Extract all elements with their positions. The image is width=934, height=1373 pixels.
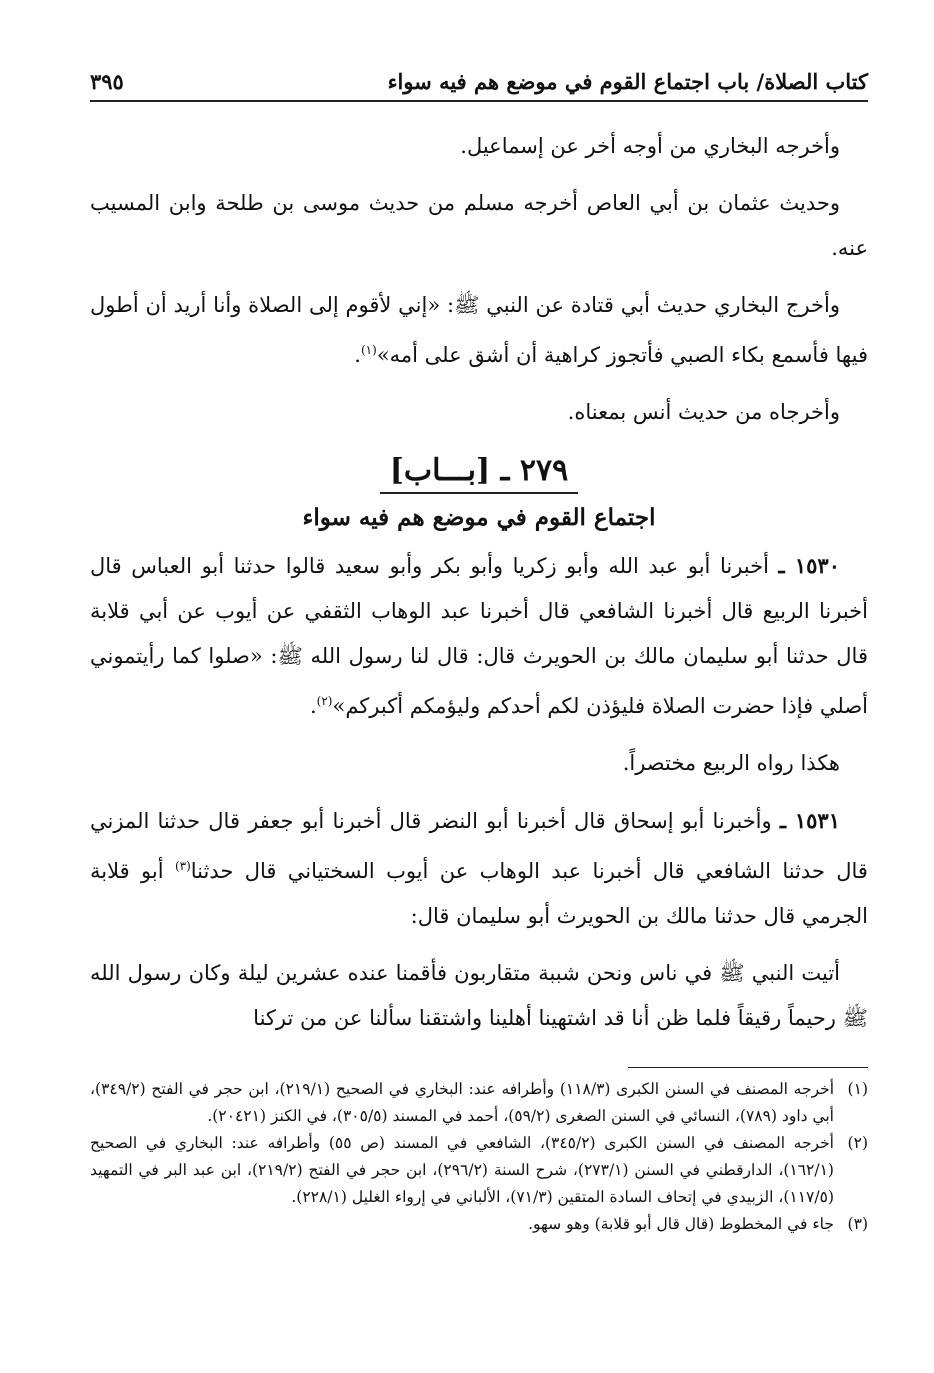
footnote <box>90 1076 868 1130</box>
footnote-text: أخرجه المصنف في السنن الكبرى (١١٨/٣) وأطرافه عند: البخاري في الصحيح (٢١٩/١)، ابن حجر في الفتح (٣٤٩/٢)، أبي داود (٧٨٩)، النسائي في السنن الصغرى (٥٩/٢)، أحمد في المسند (٣٠٥/٥)، في الكنز (٢٠٤٢١). <box>90 1080 835 1125</box>
footnote-text: أخرجه المصنف في السنن الكبرى (٣٤٥/٢)، الشافعي في المسند (ص ٥٥) وأطرافه عند: البخاري في الصحيح (١٦٢/١)، الدارقطني في السنن (٢٧٣/١)، شرح السنة (٢٩٦/٢)، ابن حجر في الفتح (٢١٩/٢)، ابن عبد البر في التمهيد (١١٧/٥)، الزبيدي في إتحاف السادة المتقين (٧١/٣)، الألباني في إرواء الغليل (٢٢٨/١). <box>90 1134 834 1206</box>
footnote-ref: (١) <box>360 343 377 357</box>
footnote <box>90 1130 868 1211</box>
hadith-text-continued: أبو قلابة الجرمي قال حدثنا مالك بن الحويرث أبو سليمان قال: <box>90 859 868 928</box>
page-header <box>90 58 868 94</box>
chapter-title: اجتماع القوم في موضع هم فيه سواء <box>302 504 656 531</box>
running-title: كتاب الصلاة/ باب اجتماع القوم في موضع هم فيه سواء <box>387 69 868 94</box>
paragraph: وأخرجاه من حديث أنس بمعناه. <box>567 400 840 424</box>
hadith-number: ١٥٣٠ ـ <box>778 553 840 578</box>
chapter-heading <box>90 451 868 531</box>
footnote-number: (٣) <box>847 1215 868 1233</box>
paragraph: وحديث عثمان بن أبي العاص أخرجه مسلم من حديث موسى بن طلحة وابن المسيب عنه. <box>90 191 868 260</box>
chapter-number: ٢٧٩ ـ [بـــاب] <box>380 451 579 494</box>
hadith-number: ١٥٣١ ـ <box>779 808 840 833</box>
paragraph: هكذا رواه الربيع مختصراً. <box>622 751 840 775</box>
header-rule <box>90 100 868 102</box>
footnote-ref: (٢) <box>316 694 333 708</box>
footnote-separator <box>628 1067 868 1068</box>
paragraph: وأخرج البخاري حديث أبي قتادة عن النبي ﷺ: «إني لأقوم إلى الصلاة وأنا أريد أن أطول فيها فأسمع بكاء الصبي فأتجوز كراهية أن أشق على أمه»$^{(١)}$. <box>90 293 868 367</box>
paragraph: أتيت النبي ﷺ في ناس ونحن شببة متقاربون فأقمنا عنده عشرين ليلة وكان رسول الله ﷺ رحيماً رقيقاً فلما ظن أنا قد اشتهينا أهلينا واشتقنا سألنا عن من تركنا <box>90 961 868 1030</box>
page-number: ٣٩٥ <box>90 69 124 94</box>
footnote-text: جاء في المخطوط (قال قال أبو قلابة) وهو سهو. <box>528 1215 834 1233</box>
paragraph-text: وأخرج البخاري حديث أبي قتادة عن النبي ﷺ: «إني لأقوم إلى الصلاة وأنا أريد أن أطول فيها فأسمع بكاء الصبي فأتجوز كراهية أن أشق على أمه» <box>90 293 868 367</box>
hadith-1530: ١٥٣٠ ـ أخبرنا أبو عبد الله وأبو زكريا وأبو بكر وأبو سعيد قالوا حدثنا أبو العباس قال أخبرنا الربيع قال أخبرنا الشافعي قال أخبرنا عبد الوهاب الثقفي عن أيوب عن أبي قلابة قال حدثنا أبو سليمان مالك بن الحويرث قال: قال لنا رسول الله ﷺ: «صلوا كما رأيتموني أصلي فإذا حضرت الصلاة فليؤذن لكم أحدكم وليؤمكم أكبركم»$^{(٢)}$. <box>90 553 868 718</box>
footnote-number: (٢) <box>847 1134 868 1152</box>
footnote <box>90 1211 868 1238</box>
hadith-text: وأخبرنا أبو إسحاق قال أخبرنا أبو النضر قال أخبرنا أبو جعفر قال حدثنا المزني قال حدثنا الشافعي قال أخبرنا عبد الوهاب عن أيوب السختياني قال حدثنا <box>90 809 868 883</box>
book-page <box>90 58 868 1238</box>
hadith-text: أخبرنا أبو عبد الله وأبو زكريا وأبو بكر وأبو سعيد قالوا حدثنا أبو العباس قال أخبرنا الربيع قال أخبرنا الشافعي قال أخبرنا عبد الوهاب الثقفي عن أيوب عن أبي قلابة قال حدثنا أبو سليمان مالك بن الحويرث قال: قال لنا رسول الله ﷺ: «صلوا كما رأيتموني أصلي فإذا حضرت الصلاة فليؤذن لكم أحدكم وليؤمكم أكبركم» <box>90 554 868 718</box>
paragraph: وأخرجه البخاري من أوجه أخر عن إسماعيل. <box>460 134 840 158</box>
hadith-1531 <box>90 798 868 939</box>
footnote-ref: (٣) <box>174 859 191 873</box>
footnote-number: (١) <box>847 1080 868 1098</box>
